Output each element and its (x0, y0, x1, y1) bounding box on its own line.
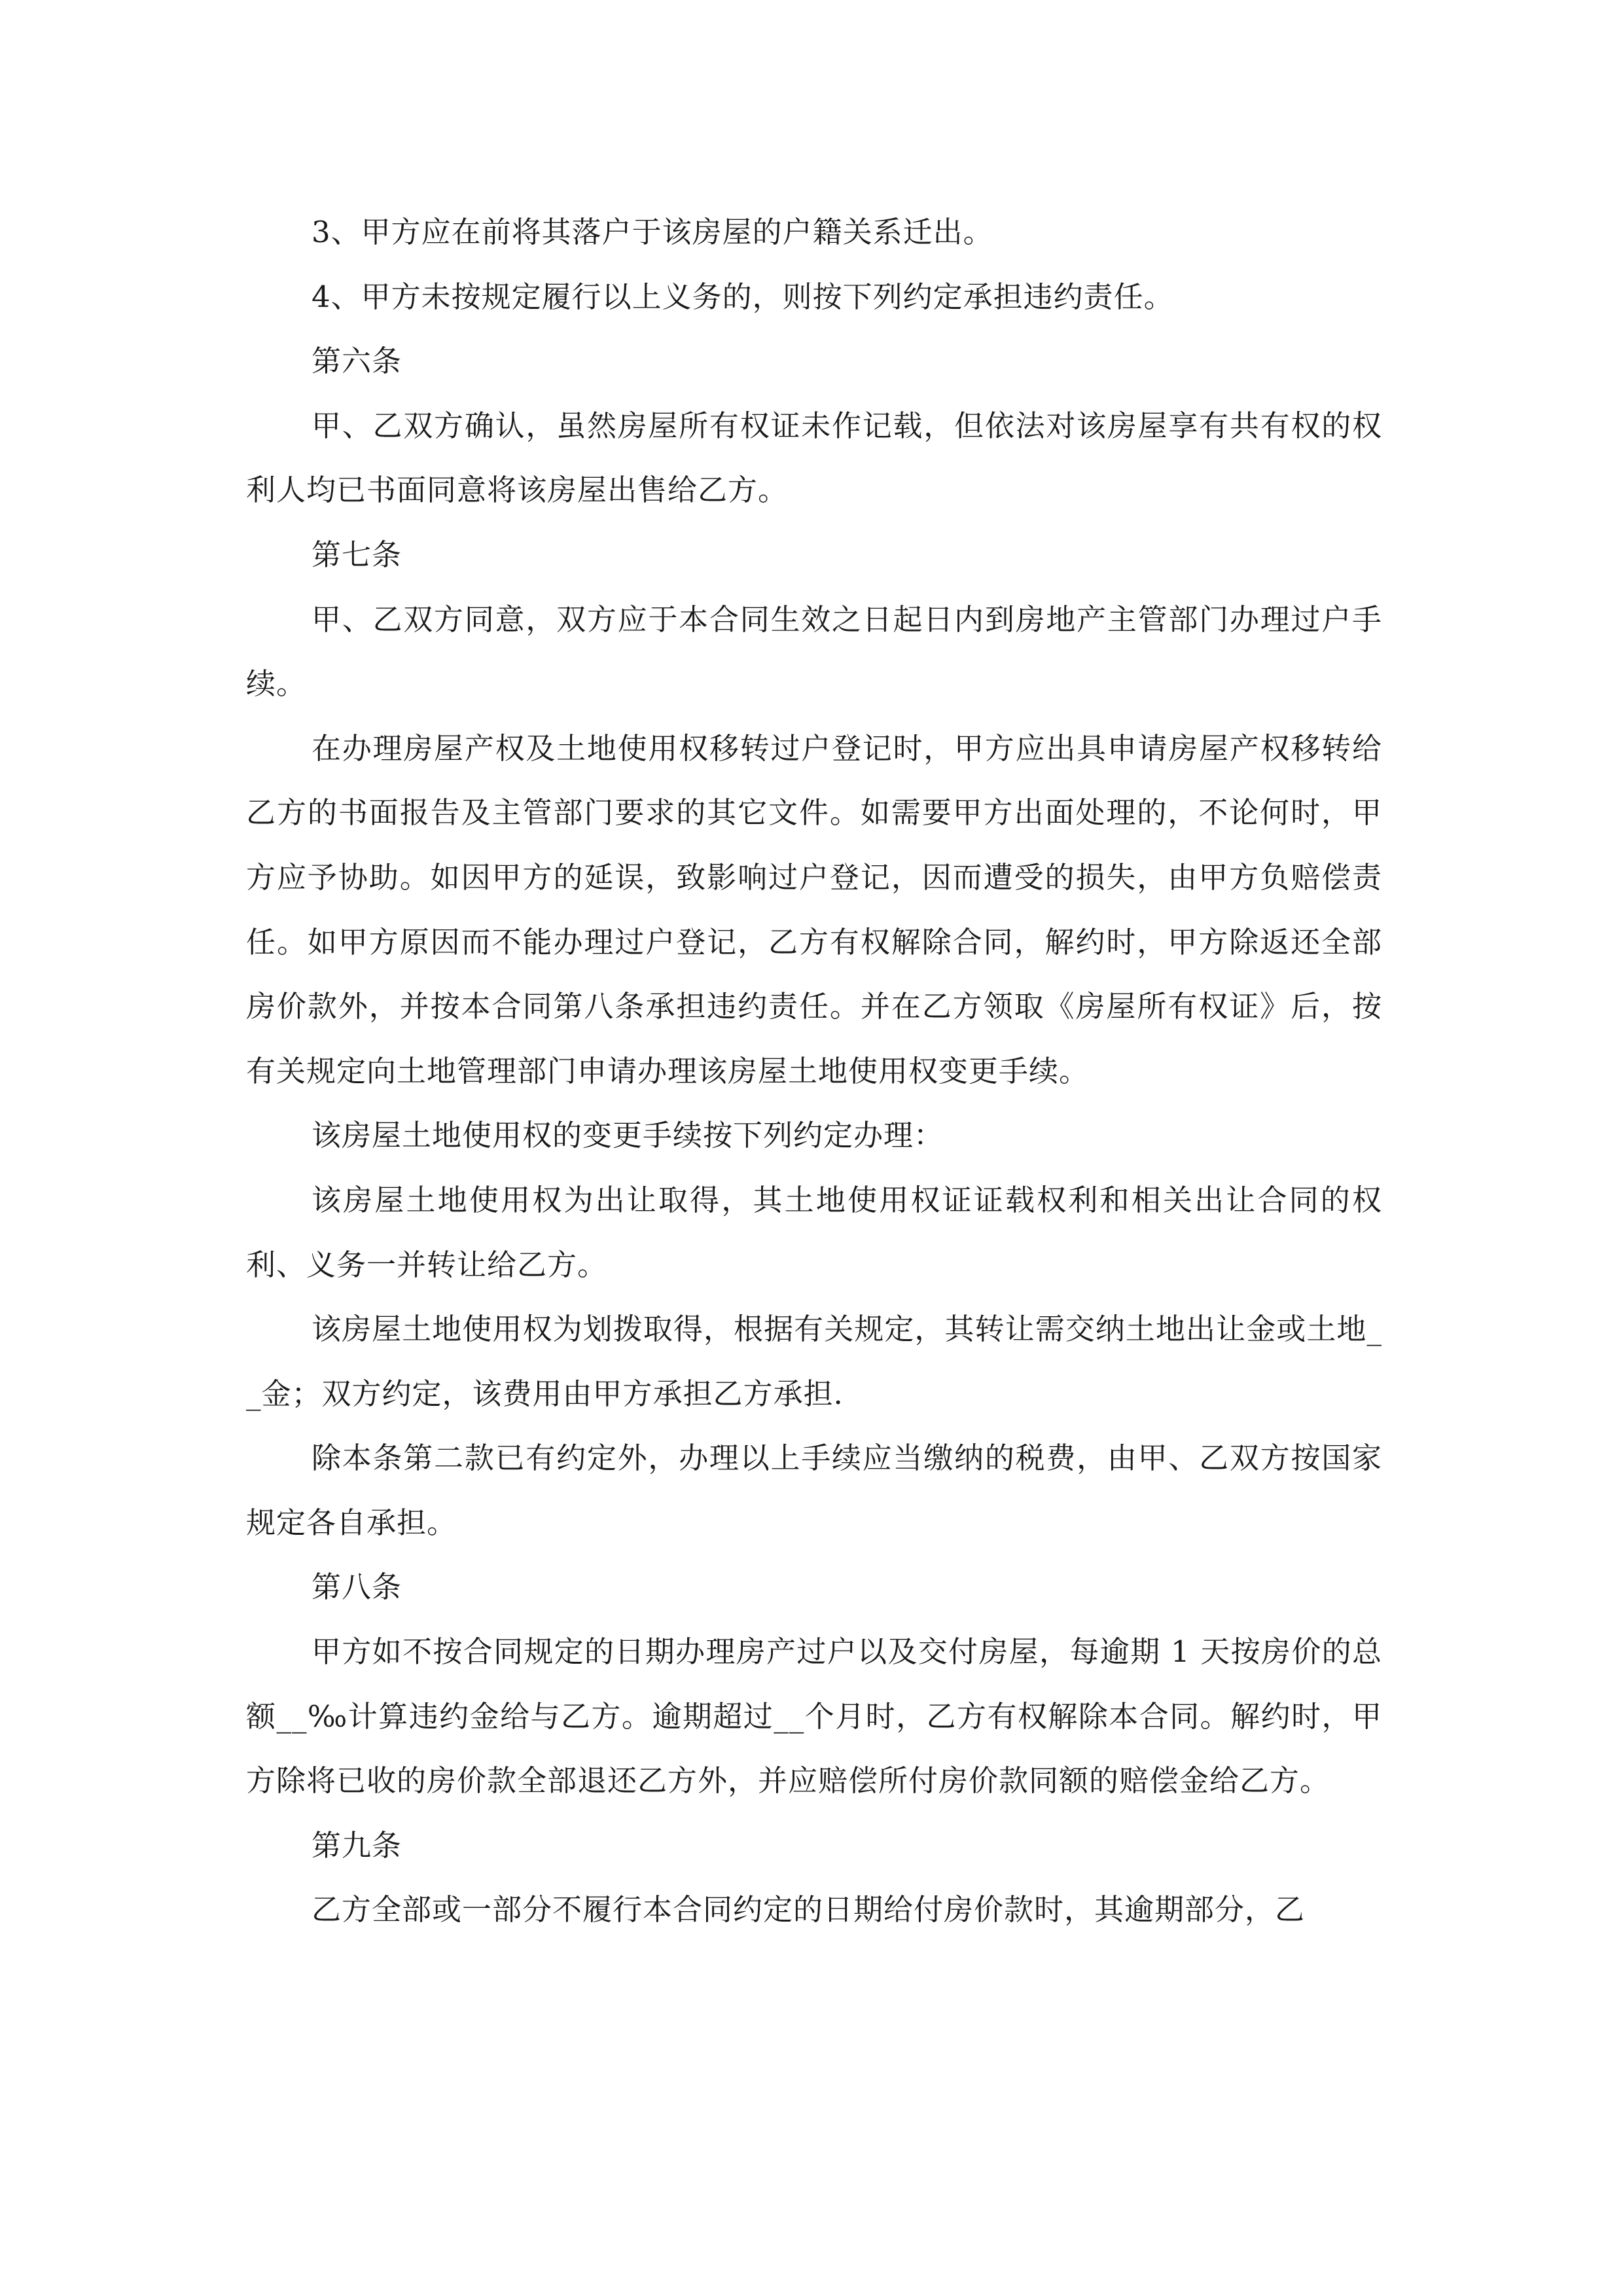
article-8-paragraph: 甲方如不按合同规定的日期办理房产过户以及交付房屋，每逾期 1 天按房价的总额__‰计算违约金给与乙方。逾期超过__个月时，乙方有权解除本合同。解约时，甲方除将已收的房价款全部退还乙方外，并应赔偿所付房价款同额的赔偿金给乙方。 (246, 1634, 1382, 1799)
article-7-paragraph-3: 该房屋土地使用权的变更手续按下列约定办理： (312, 1118, 944, 1153)
article-7-paragraph-4: 该房屋土地使用权为出让取得，其土地使用权证证载权利和相关出让合同的权利、义务一并转让给乙方。 (246, 1182, 1382, 1282)
article-7-paragraph-1: 甲、乙双方同意，双方应于本合同生效之日起日内到房地产主管部门办理过户手续。 (246, 601, 1382, 702)
article-6-paragraph: 甲、乙双方确认，虽然房屋所有权证未作记载，但依法对该房屋享有共有权的权利人均已书面同意将该房屋出售给乙方。 (246, 408, 1382, 508)
article-heading-8: 第八条 (312, 1570, 402, 1605)
article-heading-9: 第九条 (312, 1827, 402, 1863)
article-7-paragraph-6: 除本条第二款已有约定外，办理以上手续应当缴纳的税费，由甲、乙双方按国家规定各自承担。 (246, 1441, 1382, 1540)
article-7-paragraph-2: 在办理房屋产权及土地使用权移转过户登记时，甲方应出具申请房屋产权移转给乙方的书面报告及主管部门要求的其它文件。如需要甲方出面处理的，不论何时，甲方应予协助。如因甲方的延误，致影响过户登记，因而遭受的损失，由甲方负赔偿责任。如甲方原因而不能办理过户登记，乙方有权解除合同，解约时，甲方除返还全部房价款外，并按本合同第八条承担违约责任。并在乙方领取《房屋所有权证》后，按有关规定向土地管理部门申请办理该房屋土地使用权变更手续。 (246, 730, 1382, 1088)
article-7-paragraph-5: 该房屋土地使用权为划拨取得，根据有关规定，其转让需交纳土地出让金或土地__金；双方约定，该费用由甲方承担乙方承担. (246, 1312, 1382, 1411)
article-9-paragraph: 乙方全部或一部分不履行本合同约定的日期给付房价款时，其逾期部分，乙 (312, 1892, 1306, 1928)
document-body (246, 200, 1382, 1943)
article-heading-6: 第六条 (312, 344, 402, 379)
clause-item-4: 4、甲方未按规定履行以上义务的，则按下列约定承担违约责任。 (312, 279, 1174, 314)
clause-item-3: 3、甲方应在前将其落户于该房屋的户籍关系迁出。 (312, 215, 993, 249)
article-heading-7: 第七条 (312, 537, 402, 572)
